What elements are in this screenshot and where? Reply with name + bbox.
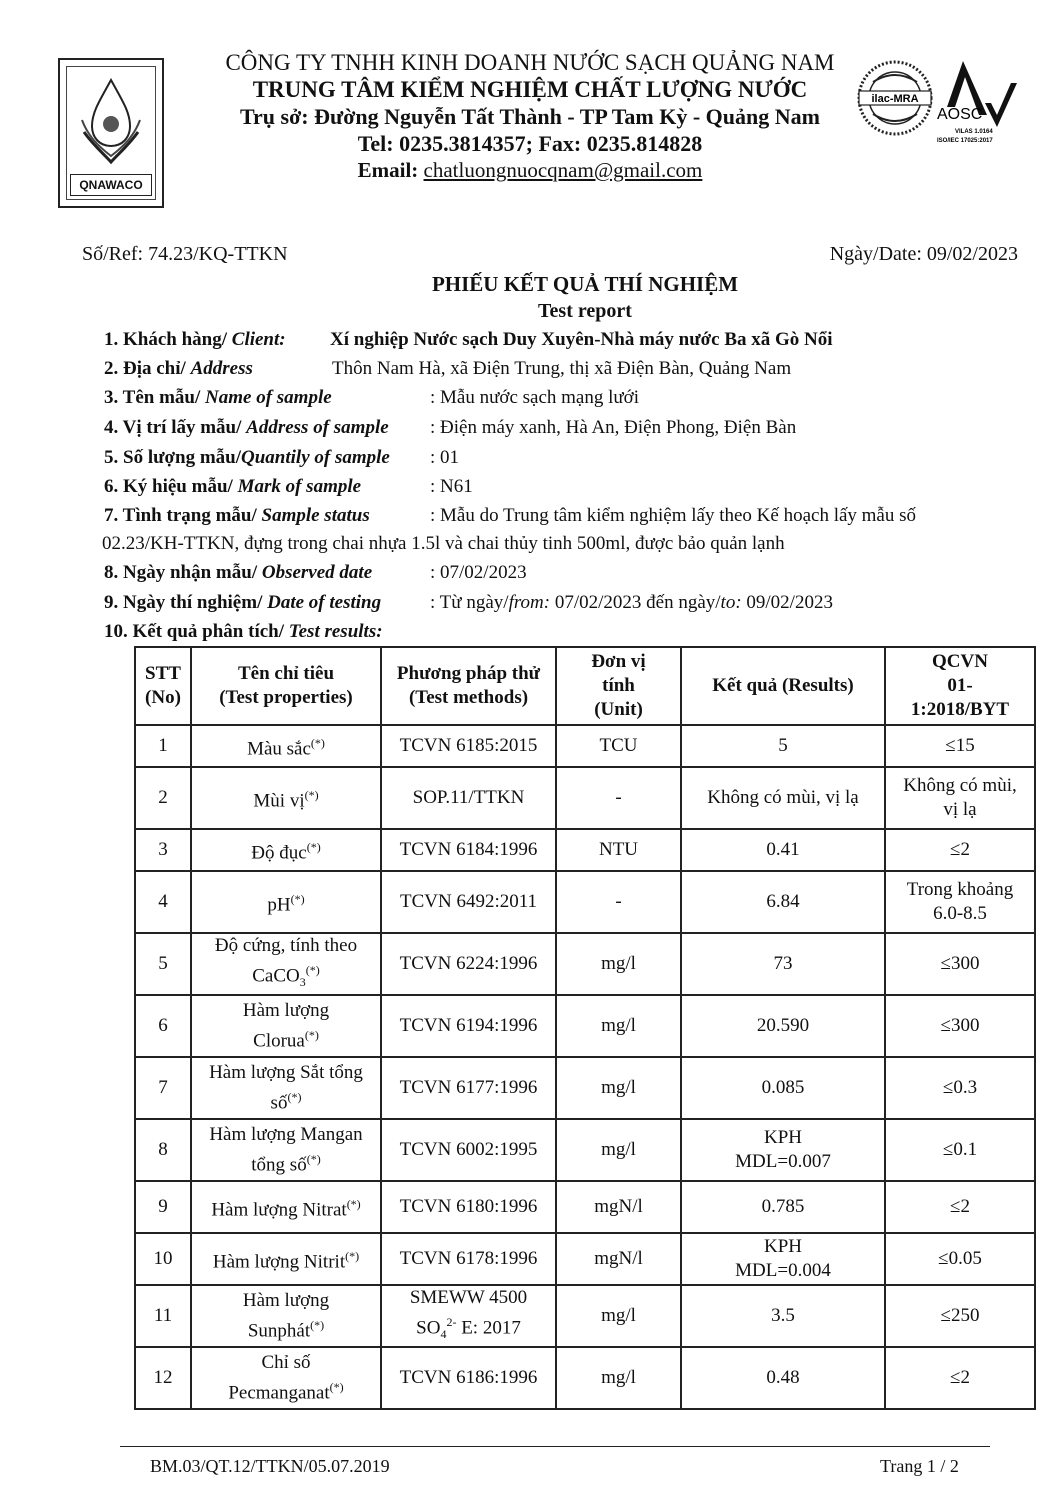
cell-stt: 10 [135, 1233, 191, 1285]
vilas-text: VILAS 1.0164 [955, 129, 993, 135]
cell-unit: mg/l [556, 1347, 681, 1409]
cell-stt: 2 [135, 767, 191, 829]
cell-test-property: Độ cứng, tính theo CaCO$_3$(*) [191, 933, 381, 995]
center-name: TRUNG TÂM KIỂM NGHIỆM CHẤT LƯỢNG NƯỚC [252, 77, 808, 102]
sample-name-line: 3. Tên mẫu/ Name of sample : Mẫu nước sạch mạng lưới [104, 387, 640, 408]
form-code: BM.03/QT.12/TTKN/05.07.2019 [150, 1456, 390, 1476]
cell-test-property: Chỉ số Pecmanganat(*) [191, 1347, 381, 1409]
testing-date-line: 9. Ngày thí nghiệm/ Date of testing : Từ ngày/from: 07/02/2023 đến ngày/to: 09/02/2023 [104, 592, 833, 613]
cell-result: 5 [681, 725, 885, 767]
cell-unit: mg/l [556, 995, 681, 1057]
col-result: Kết quả (Results) [681, 647, 885, 725]
cell-standard: ≤2 [885, 829, 1035, 871]
sample-status-line: 7. Tình trạng mẫu/ Sample status : Mẫu do Trung tâm kiểm nghiệm lấy theo Kế hoạch lấy mẫu số [104, 505, 917, 526]
contact-email [160, 158, 900, 183]
cell-unit: mgN/l [556, 1181, 681, 1233]
col-stt: STT (No) [135, 647, 191, 725]
cell-standard: ≤2 [885, 1181, 1035, 1233]
cell-unit: mg/l [556, 1119, 681, 1181]
aosc-accreditation-icon [935, 55, 1020, 150]
testing-date-value: : Từ ngày/from: 07/02/2023 đến ngày/to: 09/02/2023 [430, 592, 833, 613]
table-row [135, 1057, 1035, 1119]
cell-result: Không có mùi, vị lạ [681, 767, 885, 829]
observed-date-value: : 07/02/2023 [430, 562, 527, 583]
cell-unit: - [556, 767, 681, 829]
cell-unit: TCU [556, 725, 681, 767]
client-value: Xí nghiệp Nước sạch Duy Xuyên-Nhà máy nước Ba xã Gò Nổi [330, 329, 833, 350]
page-number: Trang 1 / 2 [880, 1456, 959, 1476]
table-row [135, 1119, 1035, 1181]
table-row [135, 1181, 1035, 1233]
cell-stt: 4 [135, 871, 191, 933]
cell-test-property: Hàm lượng Sunphát(*) [191, 1285, 381, 1347]
observed-date-line: 8. Ngày nhận mẫu/ Observed date : 07/02/2023 [104, 562, 527, 583]
cell-standard: ≤15 [885, 725, 1035, 767]
cell-stt: 6 [135, 995, 191, 1057]
company-name: CÔNG TY TNHH KINH DOANH NƯỚC SẠCH QUẢNG NAM [225, 50, 835, 75]
reference-number: Số/Ref: 74.23/KQ-TTKN [82, 243, 288, 265]
cell-test-method: TCVN 6185:2015 [381, 725, 556, 767]
footer-divider [120, 1446, 990, 1447]
cell-stt: 5 [135, 933, 191, 995]
cell-standard: ≤300 [885, 933, 1035, 995]
ilac-mra-seal-icon [855, 58, 935, 138]
cell-test-method: TCVN 6177:1996 [381, 1057, 556, 1119]
cell-test-property: Độ đục(*) [191, 829, 381, 871]
cell-result: 0.41 [681, 829, 885, 871]
test-results-heading: 10. Kết quả phân tích/ Test results: [104, 621, 383, 642]
cell-result: 0.085 [681, 1057, 885, 1119]
cell-test-method: TCVN 6224:1996 [381, 933, 556, 995]
address-value: Thôn Nam Hà, xã Điện Trung, thị xã Điện Bàn, Quảng Nam [332, 358, 792, 379]
sample-location-value: : Điện máy xanh, Hà An, Điện Phong, Điện Bàn [430, 417, 797, 438]
report-date: Ngày/Date: 09/02/2023 [829, 243, 1018, 265]
client-line: 1. Khách hàng/ Client: Xí nghiệp Nước sạch Duy Xuyên-Nhà máy nước Ba xã Gò Nổi [104, 329, 833, 350]
cell-test-property: Hàm lượng Mangan tổng số(*) [191, 1119, 381, 1181]
address-line: 2. Địa chỉ/ Address Thôn Nam Hà, xã Điện Trung, thị xã Điện Bàn, Quảng Nam [104, 358, 792, 379]
contact-phone: Tel: 0235.3814357; Fax: 0235.814828 [357, 131, 703, 156]
cell-standard: ≤0.3 [885, 1057, 1035, 1119]
sample-mark-line: 6. Ký hiệu mẫu/ Mark of sample : N61 [104, 476, 473, 497]
cell-stt: 3 [135, 829, 191, 871]
cell-stt: 12 [135, 1347, 191, 1409]
sample-quantity-line: 5. Số lượng mẫu/Quantily of sample : 01 [104, 447, 460, 468]
report-subtitle: Test report [538, 300, 632, 322]
water-drop-leaves-icon [80, 76, 142, 166]
cell-test-property: Hàm lượng Nitrit(*) [191, 1233, 381, 1285]
logo-badge: QNAWACO [70, 174, 152, 196]
cell-test-method: TCVN 6178:1996 [381, 1233, 556, 1285]
cell-unit: mg/l [556, 933, 681, 995]
head-office-address: Trụ sở: Đường Nguyễn Tất Thành - TP Tam Kỳ - Quảng Nam [240, 104, 820, 129]
email-link[interactable]: chatluongnuocqnam@gmail.com [423, 158, 703, 182]
cell-result: 3.5 [681, 1285, 885, 1347]
cell-test-method: TCVN 6180:1996 [381, 1181, 556, 1233]
table-row [135, 1347, 1035, 1409]
table-row [135, 829, 1035, 871]
table-row [135, 1233, 1035, 1285]
cell-stt: 8 [135, 1119, 191, 1181]
cell-standard: ≤300 [885, 995, 1035, 1057]
cell-result: 6.84 [681, 871, 885, 933]
cell-standard: ≤0.05 [885, 1233, 1035, 1285]
cell-test-property: Hàm lượng Sắt tổng số(*) [191, 1057, 381, 1119]
cell-test-property: pH(*) [191, 871, 381, 933]
cell-unit: NTU [556, 829, 681, 871]
cell-result: KPH MDL=0.007 [681, 1119, 885, 1181]
cell-test-method: SMEWW 4500 $SO_4^{2-}$ E: 2017 [381, 1285, 556, 1347]
cell-stt: 7 [135, 1057, 191, 1119]
table-row [135, 995, 1035, 1057]
table-row [135, 725, 1035, 767]
col-test-method: Phương pháp thử (Test methods) [381, 647, 556, 725]
col-unit: Đơn vị tính (Unit) [556, 647, 681, 725]
cell-unit: mg/l [556, 1057, 681, 1119]
cell-test-property: Hàm lượng Clorua(*) [191, 995, 381, 1057]
cell-test-method: SOP.11/TTKN [381, 767, 556, 829]
col-standard: QCVN 01- 1:2018/BYT [885, 647, 1035, 725]
sample-status-value: : Mẫu do Trung tâm kiểm nghiệm lấy theo Kế hoạch lấy mẫu số [430, 505, 917, 526]
cell-test-property: Màu sắc(*) [191, 725, 381, 767]
cell-standard: ≤2 [885, 1347, 1035, 1409]
cell-test-method: TCVN 6186:1996 [381, 1347, 556, 1409]
cell-stt: 1 [135, 725, 191, 767]
cell-result: 0.48 [681, 1347, 885, 1409]
table-header-row [135, 647, 1035, 725]
sample-mark-value: : N61 [430, 476, 473, 497]
cell-result: KPH MDL=0.004 [681, 1233, 885, 1285]
cell-standard: ≤250 [885, 1285, 1035, 1347]
cell-standard: Trong khoảng 6.0-8.5 [885, 871, 1035, 933]
cell-test-method: TCVN 6184:1996 [381, 829, 556, 871]
sample-location-line: 4. Vị trí lấy mẫu/ Address of sample : Điện máy xanh, Hà An, Điện Phong, Điện Bàn [104, 417, 797, 438]
cell-standard: Không có mùi, vị lạ [885, 767, 1035, 829]
cell-stt: 9 [135, 1181, 191, 1233]
cell-stt: 11 [135, 1285, 191, 1347]
cell-unit: mgN/l [556, 1233, 681, 1285]
company-logo [58, 58, 164, 208]
sample-quantity-value: : 01 [430, 447, 460, 468]
table-row [135, 933, 1035, 995]
table-row [135, 1285, 1035, 1347]
cell-result: 0.785 [681, 1181, 885, 1233]
cell-unit: - [556, 871, 681, 933]
test-results-table [134, 646, 1036, 1410]
sample-status-continuation: 02.23/KH-TTKN, đựng trong chai nhựa 1.5l và chai thủy tinh 500ml, được bảo quản lạnh [102, 533, 785, 554]
cell-test-method: TCVN 6492:2011 [381, 871, 556, 933]
cell-test-method: TCVN 6194:1996 [381, 995, 556, 1057]
sample-name-value: : Mẫu nước sạch mạng lưới [430, 387, 640, 408]
aosc-text: AOSC [937, 106, 983, 123]
email-label: Email: [357, 158, 419, 182]
cell-test-property: Hàm lượng Nitrat(*) [191, 1181, 381, 1233]
iso-text: ISO/IEC 17025:2017 [937, 138, 993, 144]
table-row [135, 767, 1035, 829]
cell-result: 73 [681, 933, 885, 995]
report-title: PHIẾU KẾT QUẢ THÍ NGHIỆM [431, 272, 739, 296]
cell-unit: mg/l [556, 1285, 681, 1347]
cell-standard: ≤0.1 [885, 1119, 1035, 1181]
cell-result: 20.590 [681, 995, 885, 1057]
table-row [135, 871, 1035, 933]
ilac-text: ilac-MRA [871, 93, 919, 105]
cell-test-method: TCVN 6002:1995 [381, 1119, 556, 1181]
col-test-property: Tên chỉ tiêu (Test properties) [191, 647, 381, 725]
cell-test-property: Mùi vị(*) [191, 767, 381, 829]
